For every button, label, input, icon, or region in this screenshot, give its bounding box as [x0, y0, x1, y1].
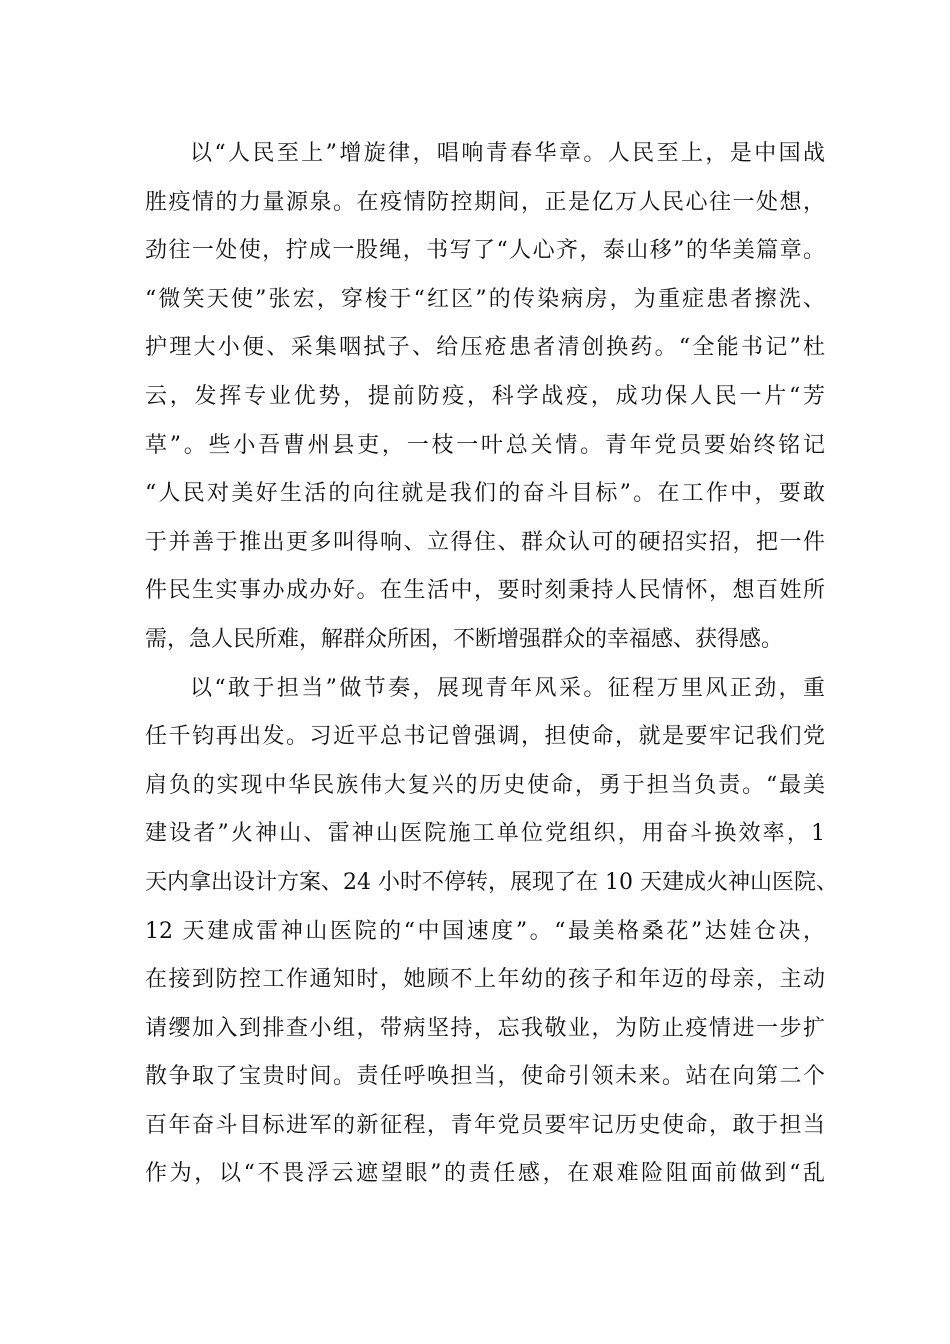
- paragraph-1-line-11: 需，急人民所难，解群众所困，不断增强群众的幸福感、获得感。: [145, 626, 784, 652]
- paragraph-2-line-11: 作为，以“不畏浮云遮望眼”的责任感，在艰难险阻面前做到“乱: [145, 1161, 825, 1187]
- paragraph-1-line-7: 草”。些小吾曹州县吏，一枝一叶总关情。青年党员要始终铭记: [145, 432, 825, 458]
- paragraph-2-line-8: 请缨加入到排查小组，带病坚持，忘我敬业，为防止疫情进一步扩: [145, 1015, 825, 1041]
- paragraph-1-line-9: 于并善于推出更多叫得响、立得住、群众认可的硬招实招，把一件: [145, 529, 825, 555]
- paragraph-1-line-5: 护理大小便、采集咽拭子、给压疮患者清创换药。“全能书记”杜: [145, 335, 825, 361]
- paragraph-1-line-3: 劲往一处使，拧成一股绳，书写了“人心齐，泰山移”的华美篇章。: [145, 238, 825, 264]
- paragraph-2-line-5: 天内拿出设计方案、24 小时不停转，展现了在 10 天建成火神山医院、: [145, 869, 838, 895]
- paragraph-1-line-10: 件民生实事办成办好。在生活中，要时刻秉持人民情怀，想百姓所: [145, 578, 825, 604]
- paragraph-2-line-10: 百年奋斗目标进军的新征程，青年党员要牢记历史使命，敢于担当: [145, 1112, 825, 1138]
- paragraph-2-line-2: 任千钧再出发。习近平总书记曾强调，担使命，就是要牢记我们党: [145, 724, 825, 750]
- paragraph-1-line-1: 以“人民至上”增旋律，唱响青春华章。人民至上，是中国战: [190, 141, 825, 166]
- body-text: [145, 130, 838, 1199]
- paragraph-1-line-6: 云，发挥专业优势，提前防疫，科学战疫，成功保人民一片“芳: [145, 383, 825, 409]
- paragraph-1-line-2: 胜疫情的力量源泉。在疫情防控期间，正是亿万人民心往一处想，: [145, 189, 825, 215]
- paragraph-2-line-7: 在接到防控工作通知时，她顾不上年幼的孩子和年迈的母亲，主动: [145, 967, 825, 993]
- paragraph-2-line-1: 以“敢于担当”做节奏，展现青年风采。征程万里风正劲，重: [190, 675, 825, 701]
- paragraph-1-line-8: “人民对美好生活的向往就是我们的奋斗目标”。在工作中，要敢: [145, 481, 825, 507]
- paragraph-2-line-4: 建设者”火神山、雷神山医院施工单位党组织，用奋斗换效率，1: [145, 821, 825, 847]
- paragraph-2-line-6: 12 天建成雷神山医院的“中国速度”。“最美格桑花”达娃仓决，: [145, 918, 825, 944]
- paragraph-2-line-9: 散争取了宝贵时间。责任呼唤担当，使命引领未来。站在向第二个: [145, 1064, 825, 1090]
- paragraph-1-line-4: “微笑天使”张宏，穿梭于“红区”的传染病房，为重症患者擦洗、: [145, 286, 825, 312]
- paragraph-2-line-3: 肩负的实现中华民族伟大复兴的历史使命，勇于担当负责。“最美: [145, 772, 825, 798]
